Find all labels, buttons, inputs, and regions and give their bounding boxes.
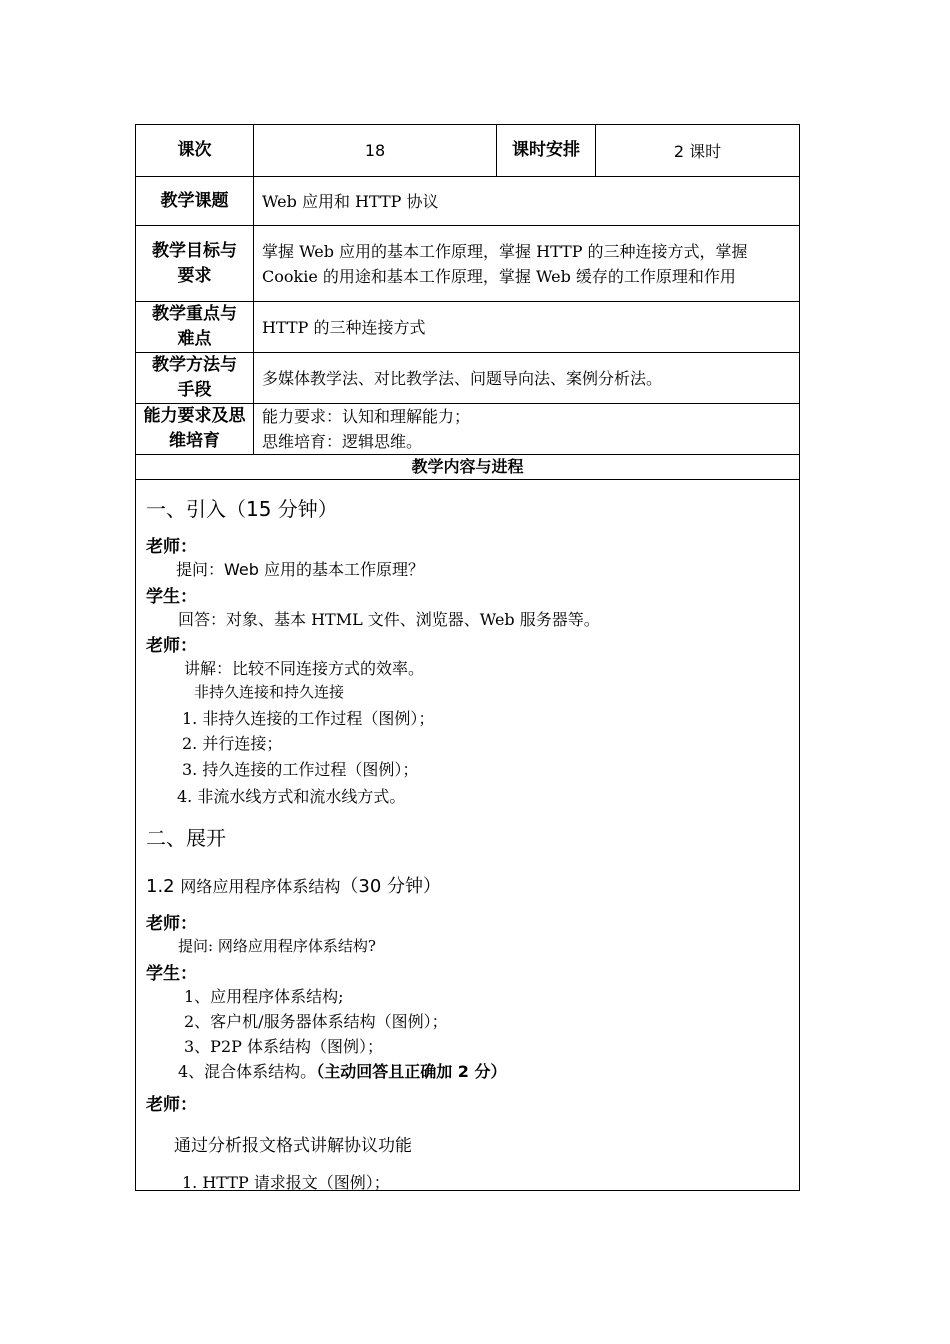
- topic-label: 教学课题: [136, 177, 254, 226]
- section-1-question: 提问：Web 应用的基本工作原理？: [176, 560, 424, 579]
- ability-line-2: 思维培育：逻辑思维。: [262, 432, 423, 451]
- content-row: [136, 480, 800, 1191]
- teacher-label-3: 老师：: [146, 914, 197, 934]
- section-1-answer: 回答：对象、基本 HTML 文件、浏览器、Web 服务器等。: [178, 610, 600, 629]
- section-2-explain: 通过分析报文格式讲解协议功能: [174, 1136, 412, 1156]
- lesson-value: 18: [254, 125, 497, 177]
- bonus-note: （主动回答且正确加 2 分）: [316, 1062, 507, 1081]
- key-label: 教学重点与难点: [136, 302, 254, 353]
- section-1-item-1: 1. 非持久连接的工作过程（图例）；: [182, 709, 435, 728]
- goal-label: 教学目标与要求: [136, 226, 254, 302]
- section-2-item-4: [178, 1059, 506, 1082]
- hours-label: 课时安排: [497, 125, 596, 177]
- section-2-item-1: 1、应用程序体系结构;: [184, 987, 344, 1006]
- teacher-label-2: 老师：: [146, 636, 197, 656]
- section-2-item-4-text: 4、混合体系结构。: [178, 1062, 317, 1081]
- ability-value: [254, 404, 800, 455]
- method-label: 教学方法与手段: [136, 353, 254, 404]
- section-2-sub-text: 网络应用程序体系结构: [180, 877, 341, 896]
- section-1-item-3: 3. 持久连接的工作过程（图例）；: [182, 760, 419, 779]
- ability-label: 能力要求及思维培育: [136, 404, 254, 455]
- lesson-plan-table: [135, 124, 800, 1191]
- section-2-item-2: 2、客户机/服务器体系结构（图例）；: [184, 1012, 448, 1031]
- goal-row: [136, 226, 800, 302]
- ability-row: [136, 404, 800, 455]
- section-2-question: 提问: 网络应用程序体系结构?: [178, 937, 376, 955]
- section-1-subtitle: 非持久连接和持久连接: [194, 683, 345, 701]
- header-row: [136, 125, 800, 177]
- teacher-label-1: 老师：: [146, 537, 197, 557]
- method-value: 多媒体教学法、对比教学法、问题导向法、案例分析法。: [254, 353, 800, 404]
- section-2-item-3: 3、P2P 体系结构（图例）；: [184, 1037, 383, 1056]
- section-2-last-item: 1. HTTP 请求报文（图例）；: [182, 1173, 390, 1192]
- key-row: [136, 302, 800, 353]
- goal-value: 掌握 Web 应用的基本工作原理，掌握 HTTP 的三种连接方式，掌握 Cookie 的用途和基本工作原理，掌握 Web 缓存的工作原理和作用: [254, 226, 800, 302]
- hours-value: 2 课时: [596, 125, 800, 177]
- topic-value: Web 应用和 HTTP 协议: [254, 177, 800, 226]
- section-2-sub-number: 1.2: [146, 876, 175, 897]
- key-value: HTTP 的三种连接方式: [254, 302, 800, 353]
- section-2-heading: 二、展开: [146, 826, 226, 850]
- section-2-sub-time: （30 分钟）: [340, 876, 442, 897]
- section-1-explain: 讲解：比较不同连接方式的效率。: [184, 659, 425, 678]
- content-title: 教学内容与进程: [136, 455, 800, 480]
- method-row: [136, 353, 800, 404]
- lesson-label: 课次: [136, 125, 254, 177]
- section-2-subheading: [146, 872, 441, 898]
- topic-row: [136, 177, 800, 226]
- teacher-label-4: 老师：: [146, 1095, 197, 1115]
- section-1-item-2: 2. 并行连接；: [182, 734, 283, 753]
- content-cell: [136, 480, 800, 1191]
- content-title-row: [136, 455, 800, 480]
- ability-line-1: 能力要求：认知和理解能力；: [262, 407, 471, 426]
- section-1-heading: 一、引入（15 分钟）: [146, 497, 338, 521]
- section-1-item-4: 4. 非流水线方式和流水线方式。: [177, 787, 406, 806]
- student-label-2: 学生：: [146, 964, 197, 984]
- student-label-1: 学生：: [146, 587, 197, 607]
